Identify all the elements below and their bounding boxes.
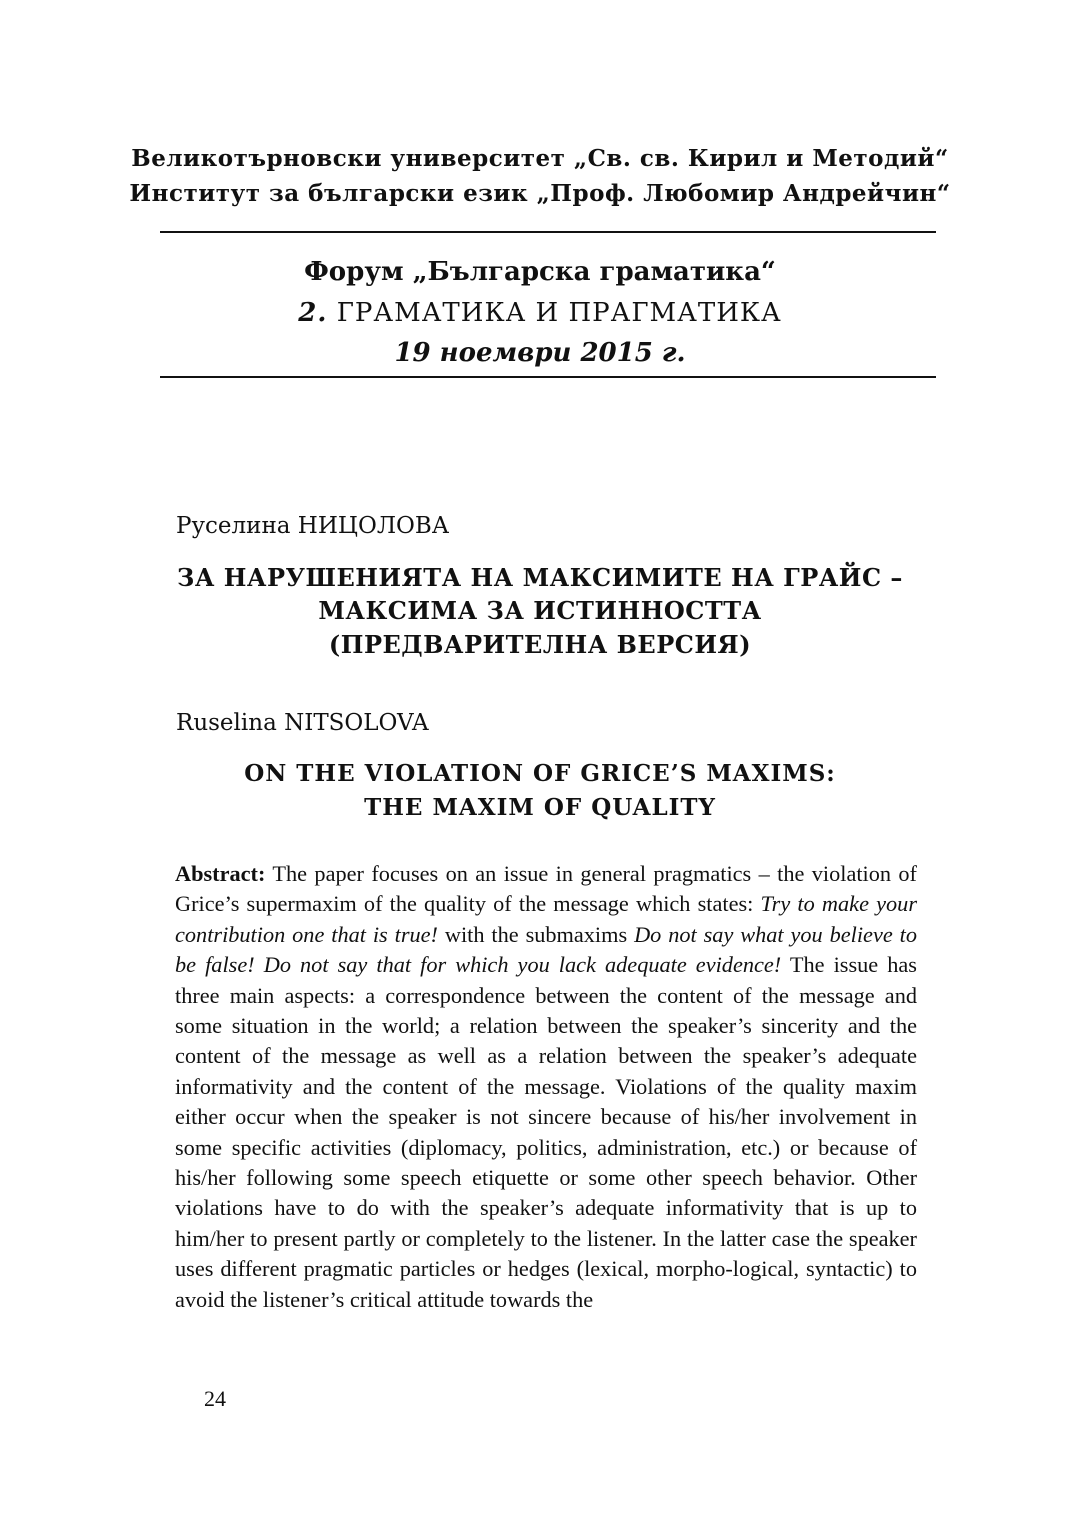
forum-subtitle-text: ГРАМАТИКА И ПРАГМАТИКА	[336, 298, 782, 328]
abstract-text-3: The issue has three main aspects: a correspondence between the content of the message and some situation in the world; a relation between the speaker’s sincerity and the content of the message as well as a relation between the speaker’s adequate informativity and the content of the message. Violations of the quality maxim either occur when the speaker is not sincere because of his/her involvement in some specific activities (diplomacy, politics, administration, etc.) or because of his/her following some speech etiquette or some other speech behavior. Other violations have to do with the speaker’s adequate informativity that is up to him/her to present partly or completely to the listener. In the latter case the speaker uses different pragmatic particles or hedges (lexical, morpho-logical, syntactic) to avoid the listener’s critical attitude towards the	[175, 952, 917, 1312]
forum-title: Форум „Българска граматика“	[304, 257, 776, 287]
author-bg-first: Руселина	[176, 513, 291, 539]
title-en-line-2: THE MAXIM OF QUALITY	[364, 794, 716, 821]
author-en-first: Ruselina	[176, 710, 277, 736]
author-en-last: NITSOLOVA	[284, 710, 429, 736]
forum-number: 2.	[298, 298, 328, 328]
institute-name: Институт за български език „Проф. Любомир Андрейчин“	[129, 180, 951, 207]
forum-date: 19 ноември 2015 г.	[394, 338, 686, 368]
abstract-label: Abstract:	[175, 861, 266, 886]
title-bg-line-1: ЗА НАРУШЕНИЯТА НА МАКСИМИТЕ НА ГРАЙС –	[177, 563, 903, 592]
title-bg-line-2: МАКСИМА ЗА ИСТИННОСТТА	[318, 596, 762, 625]
abstract-italic-2: Do not say what you believe to be false! Do not say that for which you lack adequate evidence!	[175, 921, 917, 978]
header-top-rule	[160, 231, 936, 233]
abstract-italic-1: Try to make your contribution one that is true!	[175, 891, 917, 947]
abstract-paragraph	[175, 859, 917, 1315]
abstract-text-2: with the submaxims	[437, 921, 635, 947]
title-bg-line-3: (ПРЕДВАРИТЕЛНА ВЕРСИЯ)	[328, 630, 752, 659]
author-bg-last: НИЦОЛОВА	[297, 513, 450, 539]
author-en	[176, 707, 429, 739]
page-number: 24	[204, 1386, 226, 1411]
forum-subtitle	[0, 293, 1080, 333]
header-bottom-rule	[160, 376, 936, 378]
author-bg	[176, 510, 449, 542]
title-en-line-1: ON THE VIOLATION OF GRICE’S MAXIMS:	[244, 760, 836, 787]
abstract-text-1: The paper focuses on an issue in general pragmatics – the violation of Grice’s supermaxim of the quality of the message which states:	[175, 861, 917, 917]
university-name: Великотърновски университет „Св. св. Кирил и Методий“	[131, 145, 949, 172]
